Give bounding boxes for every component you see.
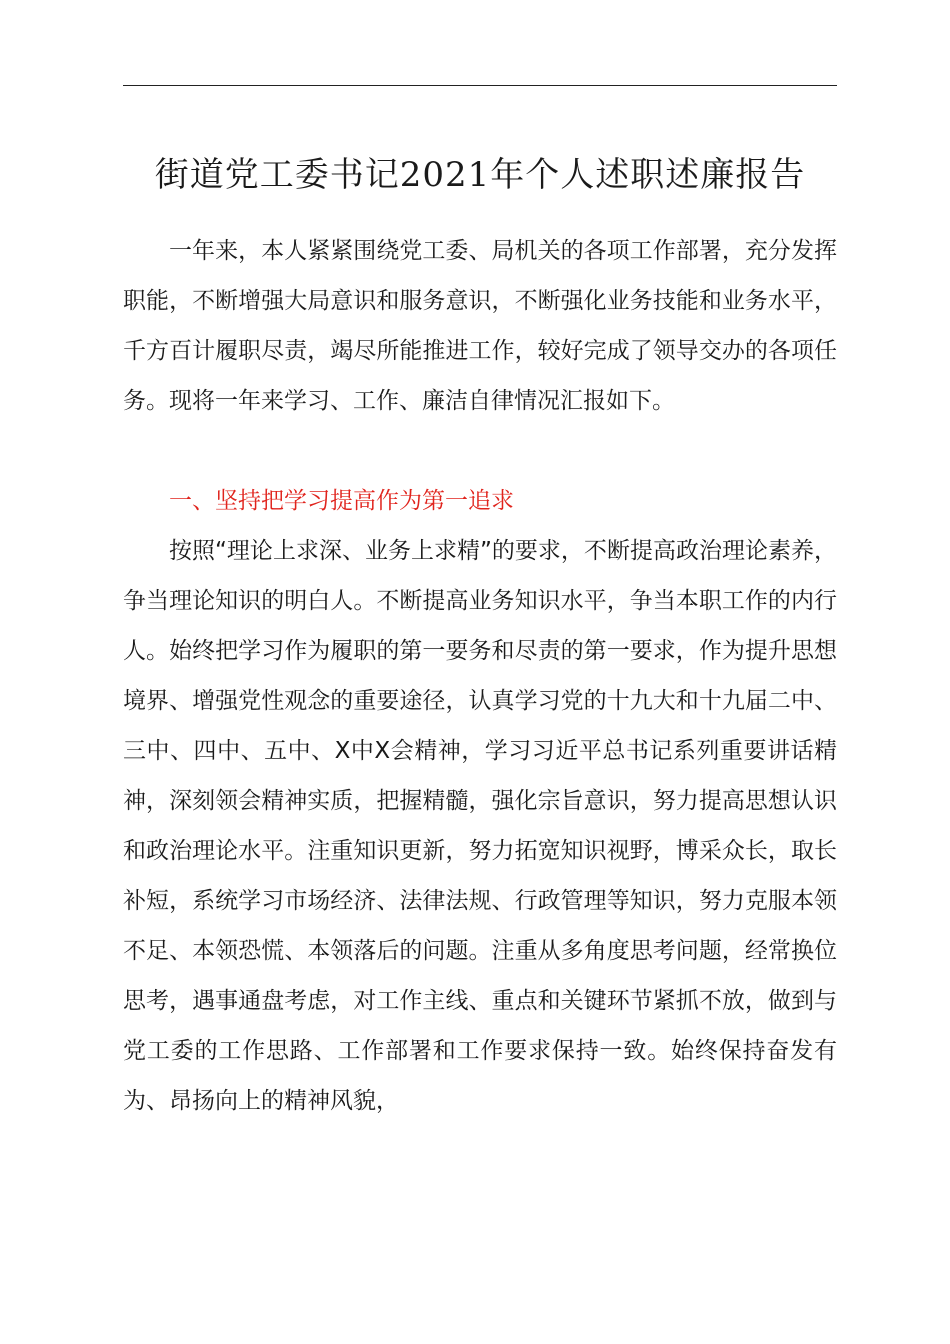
document-title: 街道党工委书记2021年个人述职述廉报告 (154, 155, 806, 195)
intro-paragraph: 一年来，本人紧紧围绕党工委、局机关的各项工作部署，充分发挥职能，不断增强大局意识和服务意识，不断强化业务技能和业务水平，千方百计履职尽责，竭尽所能推进工作，较好完成了领导交办的各项任务。现将一年来学习、工作、廉洁自律情况汇报如下。 (123, 238, 837, 414)
header-rule (123, 85, 837, 86)
section-paragraph: 按照“理论上求深、业务上求精”的要求，不断提高政治理论素养，争当理论知识的明白人。不断提高业务知识水平，争当本职工作的内行人。始终把学习作为履职的第一要务和尽责的第一要求，作为提升思想境界、增强党性观念的重要途径，认真学习党的十九大和十九届二中、三中、四中、五中、X中X会精神，学习习近平总书记系列重要讲话精神，深刻领会精神实质，把握精髓，强化宗旨意识，努力提高思想认识和政治理论水平。注重知识更新，努力拓宽知识视野，博采众长，取长补短，系统学习市场经济、法律法规、行政管理等知识，努力克服本领不足、本领恐慌、本领落后的问题。注重从多角度思考问题，经常换位思考，遇事通盘考虑，对工作主线、重点和关键环节紧抓不放，做到与党工委的工作思路、工作部署和工作要求保持一致。始终保持奋发有为、昂扬向上的精神风貌， (123, 538, 837, 1114)
section-heading: 一、坚持把学习提高作为第一追求 (169, 488, 514, 514)
